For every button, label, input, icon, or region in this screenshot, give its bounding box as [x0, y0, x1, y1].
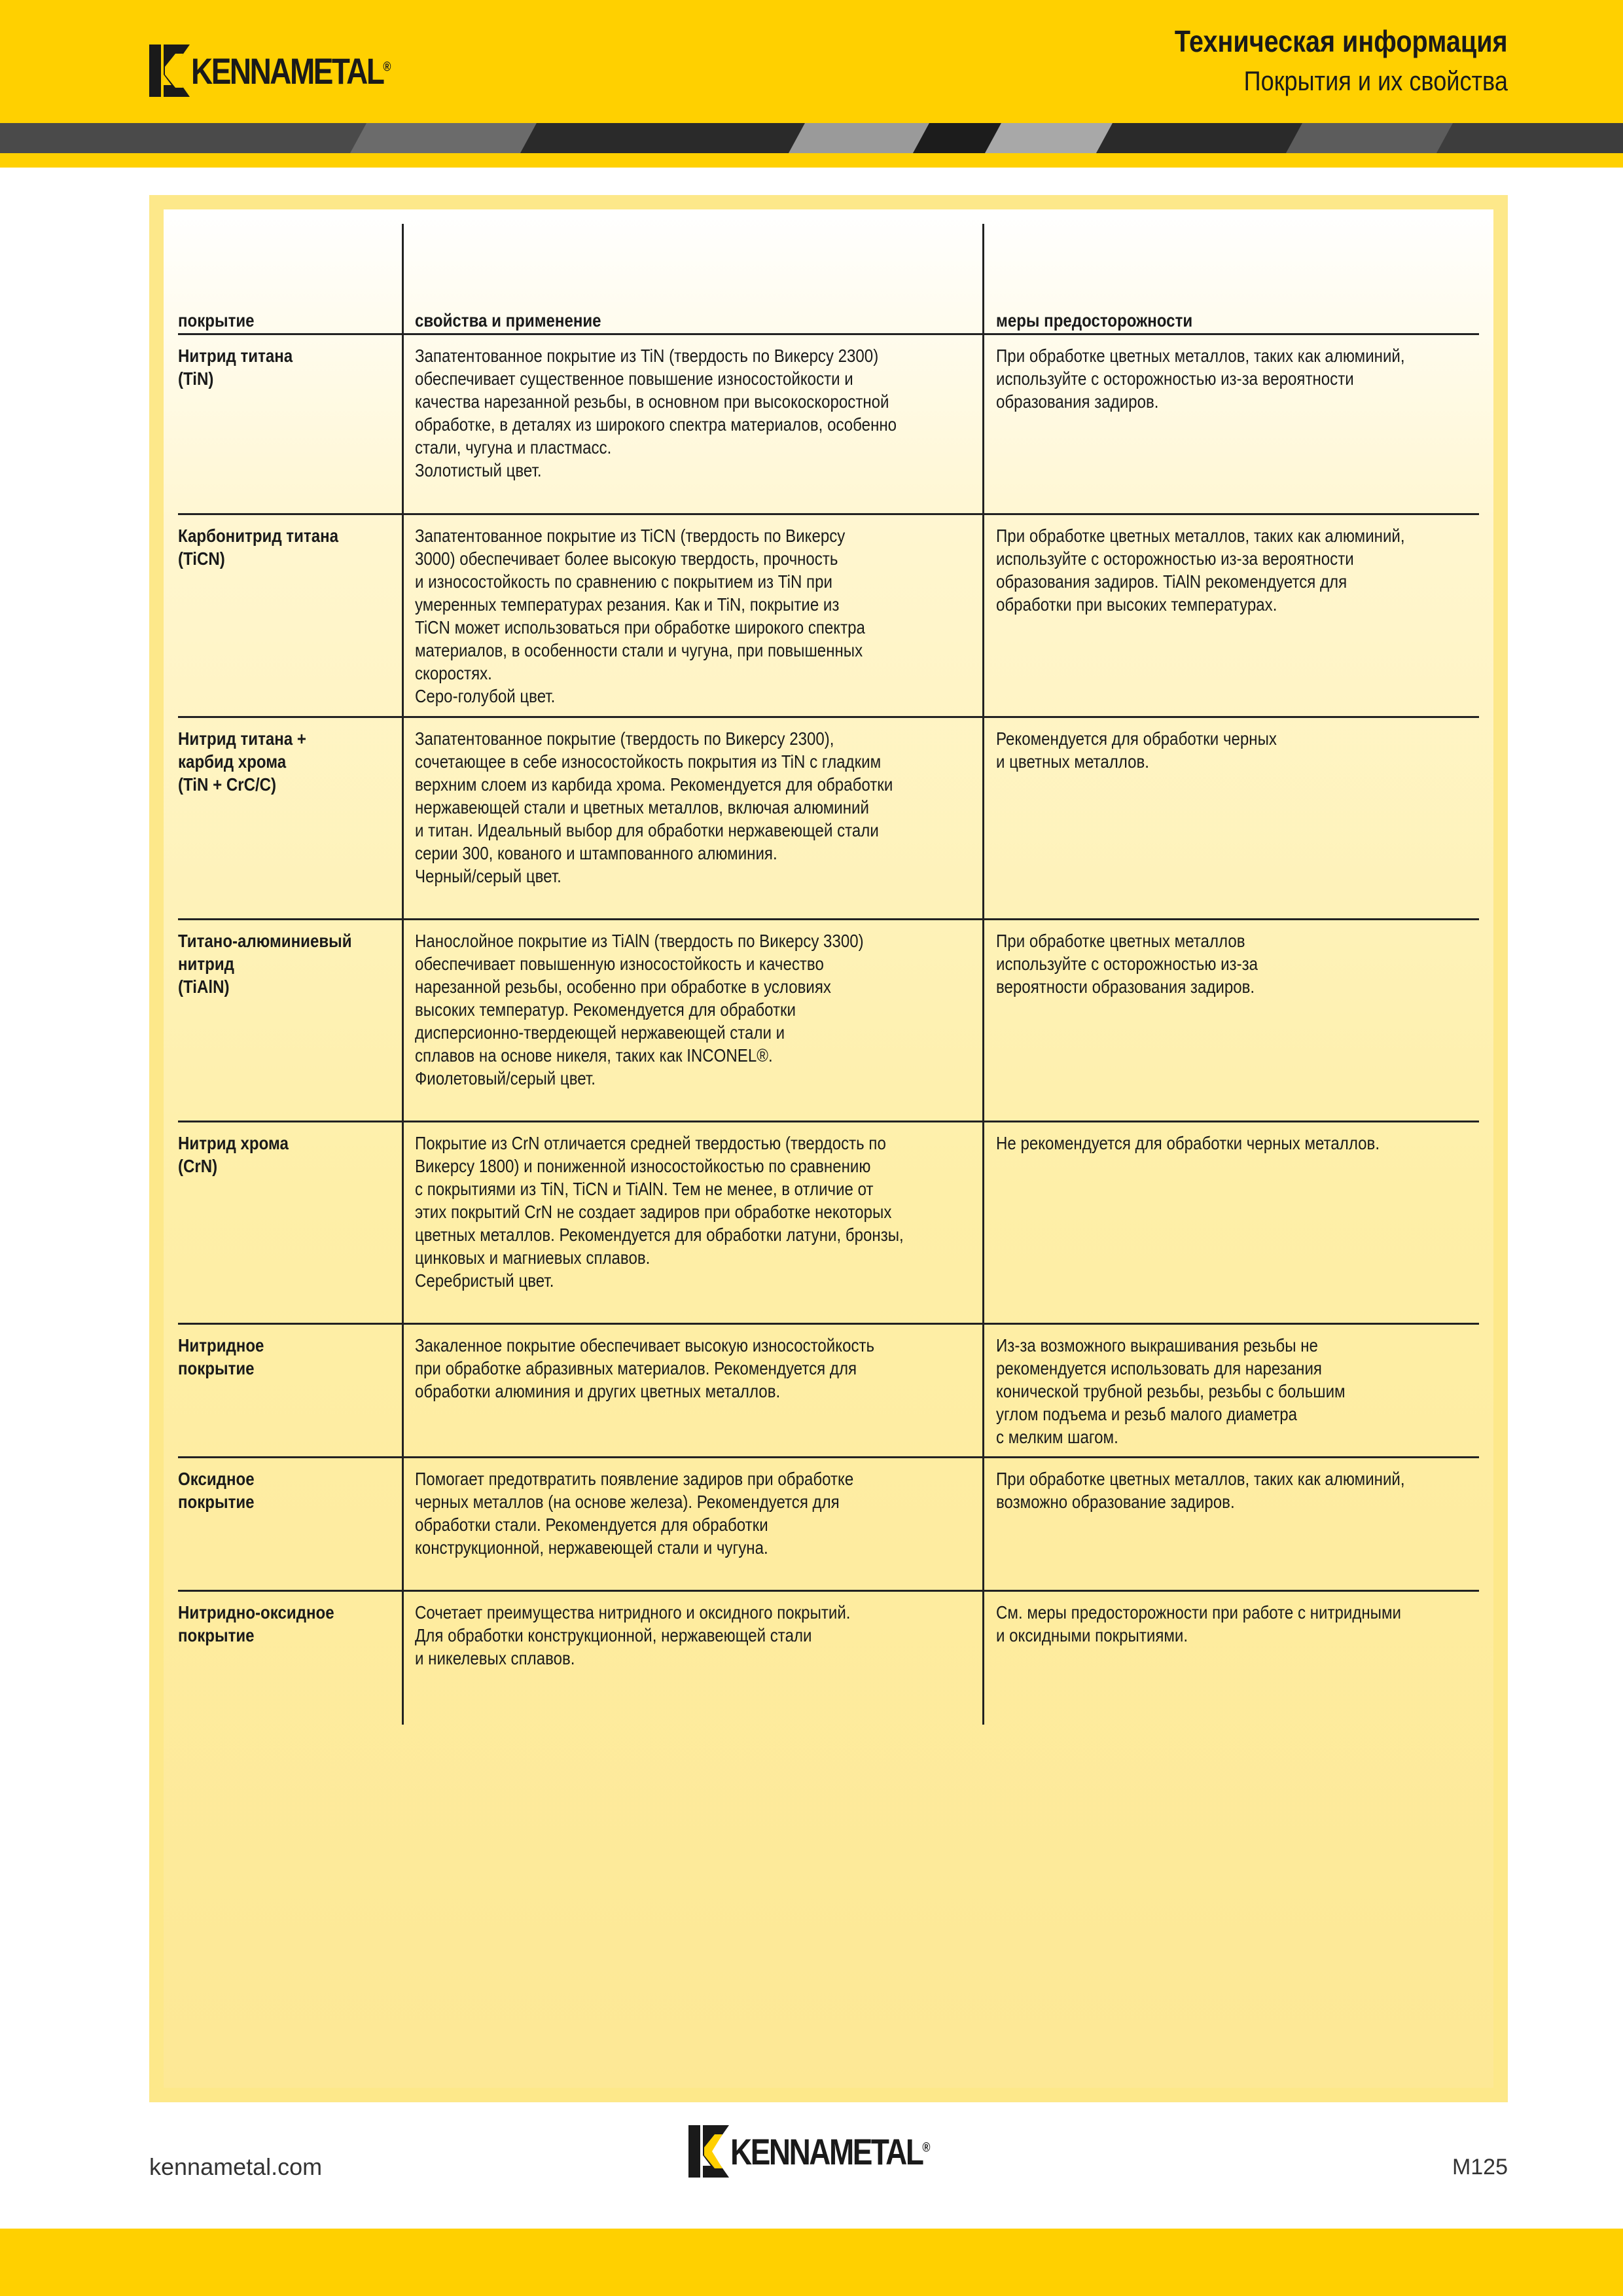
coating-properties: Закаленное покрытие обеспечивает высокую износостойкость при обработке абразивных материалов. Рекомендуется для обработки алюминия и других цветных металлов. [415, 1335, 875, 1401]
row-divider [178, 1456, 1479, 1458]
coating-precautions: Не рекомендуется для обработки черных металлов. [996, 1133, 1380, 1153]
kennametal-k-icon [149, 45, 190, 97]
coating-precautions: Рекомендуется для обработки черных и цветных металлов. [996, 728, 1277, 772]
coating-name: Нитридно-оксидное покрытие [178, 1602, 334, 1645]
column-header-coating: покрытие [178, 310, 255, 331]
page-number: M125 [1452, 2155, 1508, 2179]
coating-precautions: Из-за возможного выкрашивания резьбы не рекомендуется использовать для нарезания конической трубной резьбы, резьбы с большим углом подъема и резьб малого диаметра с мелким шагом. [996, 1335, 1346, 1447]
coating-name: Титано-алюминиевый нитрид (TiAlN) [178, 931, 352, 997]
kennametal-k-icon [688, 2125, 729, 2178]
header-stripe [0, 123, 1623, 153]
row-divider [178, 716, 1479, 718]
row-divider [178, 513, 1479, 515]
row-divider [178, 1590, 1479, 1592]
column-header-precautions: меры предосторожности [996, 310, 1193, 331]
coating-name: Оксидное покрытие [178, 1469, 255, 1512]
header-stripe-base [0, 153, 1623, 168]
row-divider [178, 1121, 1479, 1122]
coating-name: Нитридное покрытие [178, 1335, 264, 1378]
coating-properties: Запатентованное покрытие (твердость по Викерсу 2300), сочетающее в себе износостойкость покрытия из TiN с гладким верхним слоем из карбида хрома. Рекомендуется для обработки нержавеющей стали и цветных металлов, включая алюминий и титан. Идеальный выбор для обработки нержавеющей стали серии 300, кованого и штампованного алюминия. Черный/серый цвет. [415, 728, 893, 886]
content-panel [149, 195, 1508, 2102]
footer-bar [0, 2229, 1623, 2296]
coating-name: Карбонитрид титана (TiCN) [178, 526, 339, 569]
coating-precautions: При обработке цветных металлов, таких как алюминий, используйте с осторожностью из-за вероятности образования задиров. TiAlN рекомендуется для обработки при высоких температурах. [996, 526, 1405, 615]
coating-name: Нитрид титана (TiN) [178, 346, 293, 389]
coating-precautions: См. меры предосторожности при работе с нитридными и оксидными покрытиями. [996, 1602, 1401, 1645]
page-title: Техническая информация [1175, 24, 1508, 58]
kennametal-logo [149, 45, 435, 97]
coating-precautions: При обработке цветных металлов, таких как алюминий, возможно образование задиров. [996, 1469, 1405, 1512]
logo-wordmark: KENNAMETAL® [730, 2130, 931, 2172]
column-divider [982, 224, 984, 1725]
coating-precautions: При обработке цветных металлов используйте с осторожностью из-за вероятности образования задиров. [996, 931, 1258, 997]
coating-name: Нитрид хрома (CrN) [178, 1133, 289, 1176]
row-divider [178, 1323, 1479, 1325]
coating-properties: Нанослойное покрытие из TiAlN (твердость по Викерсу 3300) обеспечивает повышенную износостойкость и качество нарезанной резьбы, особенно при обработке в условиях высоких температур. Рекомендуется для обработки дисперсионно-твердеющей нержавеющей стали и сплавов на основе никеля, таких как INCONEL®. Фиолетовый/серый цвет. [415, 931, 864, 1088]
logo-wordmark: KENNAMETAL® [191, 50, 391, 92]
row-divider [178, 918, 1479, 920]
coating-properties: Запатентованное покрытие из TiN (твердость по Викерсу 2300) обеспечивает существенное повышение износостойкости и качества нарезанной резьбы, в основном при высокоскоростной обработке, в деталях из широкого спектра материалов, особенно стали, чугуна и пластмасс. Золотистый цвет. [415, 346, 897, 480]
coating-precautions: При обработке цветных металлов, таких как алюминий, используйте с осторожностью из-за вероятности образования задиров. [996, 346, 1405, 412]
coating-properties: Помогает предотвратить появление задиров при обработке черных металлов (на основе железа). Рекомендуется для обработки стали. Рекомендуется для обработки конструкционной, нержавеющей стали и чугуна. [415, 1469, 854, 1558]
coating-properties: Покрытие из CrN отличается средней твердостью (твердость по Викерсу 1800) и пониженной износостойкостью по сравнению с покрытиями из TiN, TiCN и TiAlN. Тем не менее, в отличие от этих покрытий CrN не создает задиров при обработке некоторых цветных металлов. Рекомендуется для обработки латуни, бронзы, цинковых и магниевых сплавов. Серебристый цвет. [415, 1133, 904, 1291]
coating-properties: Запатентованное покрытие из TiCN (твердость по Викерсу 3000) обеспечивает более высокую твердость, прочность и износостойкость по сравнению с покрытием из TiN при умеренных температурах резания. Как и TiN, покрытие из TiCN может использоваться при обработке широкого спектра материалов, в особенности стали и чугуна, при повышенных скоростях. Серо-голубой цвет. [415, 526, 865, 706]
column-divider [402, 224, 404, 1725]
coating-properties: Сочетает преимущества нитридного и оксидного покрытий. Для обработки конструкционной, нержавеющей стали и никелевых сплавов. [415, 1602, 851, 1668]
row-divider [178, 333, 1479, 335]
coatings-table [164, 209, 1493, 2088]
kennametal-logo-footer [688, 2125, 974, 2178]
page-subtitle: Покрытия и их свойства [1243, 65, 1508, 96]
coating-name: Нитрид титана + карбид хрома (TiN + CrC/C) [178, 728, 306, 795]
footer-website-url: kennametal.com [149, 2153, 323, 2180]
column-header-properties: свойства и применение [415, 310, 601, 331]
